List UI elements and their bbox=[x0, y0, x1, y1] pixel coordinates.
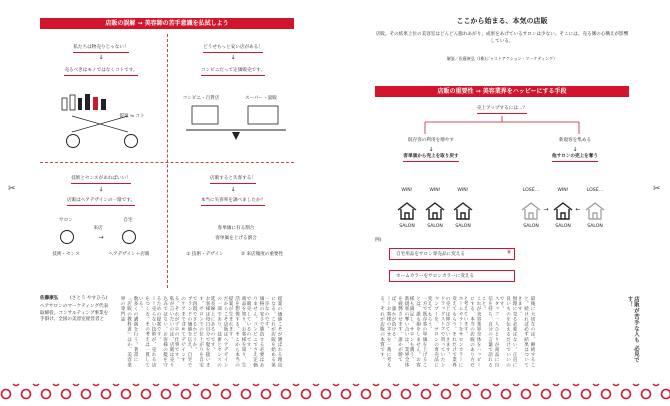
ornament-ring bbox=[582, 390, 591, 399]
ornament-arc bbox=[453, 384, 459, 386]
left-column-7: 商品を知り、お客様を知り、生活を想像する。そこから本当の提案が生まれます。 bbox=[230, 296, 246, 368]
right-page bbox=[335, 0, 670, 402]
ornament-arc bbox=[233, 384, 239, 386]
right-intro: 店販。その結果上位の美容室はどんどん膨れあがり、成果をあげているサロンは少ない。そこには、売る側の心構えが影響している。 bbox=[375, 32, 629, 45]
q3-flow-arrow: → bbox=[96, 234, 106, 241]
win-label-3: WIN! bbox=[451, 188, 475, 195]
ornament-ring bbox=[302, 390, 311, 399]
decorative-border bbox=[0, 378, 670, 402]
win-label-2: WIN! bbox=[423, 188, 447, 195]
scissors-icon: ✂ bbox=[653, 184, 661, 194]
win-label-1: WIN! bbox=[395, 188, 419, 195]
ornament-ring bbox=[242, 390, 251, 399]
flow-branch-lines bbox=[415, 116, 589, 136]
ornament-arc bbox=[133, 384, 139, 386]
ornament-ring bbox=[462, 390, 471, 399]
ornament-ring bbox=[22, 390, 31, 399]
ornament-arc bbox=[413, 384, 419, 386]
ornament-arc bbox=[493, 384, 499, 386]
ornament-arc bbox=[13, 384, 19, 386]
ornament-ring bbox=[502, 390, 511, 399]
win-label-center: WIN! bbox=[551, 188, 575, 195]
branch1-arrow: ↓ bbox=[426, 146, 436, 153]
ornament-ring bbox=[442, 390, 451, 399]
q3-answer: 店販はヘアデザインの一環です。 bbox=[40, 198, 162, 206]
left-column-9: 提案の価値こそが選ばれる理由になる。これが店販を始める第一歩なのです。 bbox=[266, 296, 282, 368]
salon-house-icon bbox=[397, 202, 417, 220]
salon-label: SALON bbox=[551, 224, 575, 231]
q3-label-home: 自宅 bbox=[116, 218, 140, 225]
right-column-7: スタッフ一人ひとりが商品に自信を持ち、自分の言葉で語れること。 bbox=[483, 296, 499, 368]
ornament-ring bbox=[62, 390, 71, 399]
ornament-arc bbox=[533, 384, 539, 386]
q3-label-salon: サロン bbox=[54, 218, 78, 225]
ornament-ring bbox=[122, 390, 131, 399]
scissors-icon: ✂ bbox=[8, 184, 16, 194]
example-box-1: 自宅用品をサロン専売品に変える bbox=[389, 248, 515, 260]
salon-house-icon bbox=[585, 202, 605, 220]
ornament-arc bbox=[653, 384, 659, 386]
yen-mark: ¥ bbox=[503, 250, 515, 257]
flow-question: 売上アップするには…？ bbox=[445, 106, 559, 114]
q1-lead: 私たちは物売りじゃない！ bbox=[40, 45, 162, 53]
q1-answer: 売るべきはモノではなくコトです。 bbox=[40, 68, 162, 76]
stylist-face-icon bbox=[124, 134, 138, 148]
ornament-ring bbox=[322, 390, 331, 399]
ornament-arc bbox=[93, 384, 99, 386]
ornament-ring bbox=[542, 390, 551, 399]
q4-note-1: ① 技術・デザイン bbox=[180, 252, 230, 259]
right-column-3: 一方で既存客の単価を上げることは、誰も損をしません。お客様も満足し、サロンも潤う。 bbox=[411, 296, 427, 368]
ornament-ring bbox=[522, 390, 531, 399]
q4-row-2: 客単価を上げる割合 bbox=[196, 236, 276, 243]
ornament-arc bbox=[353, 384, 359, 386]
flow-arrow-right: → bbox=[541, 206, 551, 213]
ornament-arc bbox=[53, 384, 59, 386]
q2-arrow: ↓ bbox=[228, 54, 238, 61]
ornament-arc bbox=[193, 384, 199, 386]
ornament-ring bbox=[282, 390, 291, 399]
right-side-heading: 店販が苦手な人も 必見です！ bbox=[617, 296, 639, 368]
left-column-3: 私が言いたいのは、店販は売り込みではない。お客様の髪を守るための提案です。 bbox=[158, 296, 174, 368]
lose-label-1: LOSE… bbox=[519, 188, 543, 195]
store-label-2: スーパー・量販 bbox=[236, 96, 286, 103]
left-column-6: だからこそ店販はヘアデザインの一部であり、技術とセンスの延長線上にあるのです。 bbox=[212, 296, 228, 368]
ornament-arc bbox=[213, 384, 219, 386]
q3-arrow: ↓ bbox=[96, 186, 106, 193]
branch2-lead: 新規客を集める bbox=[525, 138, 625, 145]
right-author: 解説／佐藤康弘（(株)ジャストアクション・マーケティング） bbox=[375, 56, 629, 63]
profile-reading: (さとう やすひろ) bbox=[70, 296, 120, 303]
q1-caption: 提案 ≒ コト bbox=[112, 114, 152, 121]
right-column-4: ドラッグストアで買っていたシャンプーを、サロンの専売品に変えてもらう。 bbox=[429, 296, 445, 368]
ornament-arc bbox=[633, 384, 639, 386]
ornament-arc bbox=[613, 384, 619, 386]
salon-label: SALON bbox=[583, 224, 607, 231]
right-column-5: ホームカラーをサロンカラーに変えてもらう。それだけで業界の売上は伸びていきます。 bbox=[447, 296, 463, 368]
example-label: 例) bbox=[375, 238, 389, 245]
q3-footer2: ヘアデザイン＋店販 bbox=[104, 252, 154, 259]
branch1-result: 客単価から売上を取り戻す bbox=[381, 154, 481, 162]
salon-house-icon bbox=[521, 202, 541, 220]
profile-bio: ヘアサロンのマーケティング代表取締役。コンサルティング事業を手掛け、全国の美容室経営者と bbox=[40, 304, 112, 324]
q4-row-1: 客単価に有る割合 bbox=[196, 226, 276, 233]
q1-arrow: ↓ bbox=[96, 54, 106, 61]
ornament-ring bbox=[262, 390, 271, 399]
right-column-8: 無理に売る必要はない。正直に良いものを伝えるだけでいいのです。 bbox=[501, 296, 517, 368]
customer-face-icon bbox=[66, 134, 80, 148]
ornament-ring bbox=[82, 390, 91, 399]
branch2-arrow: ↓ bbox=[570, 146, 580, 153]
ornament-arc bbox=[573, 384, 579, 386]
left-column-8: 価格の安さで勝負する必要はありません。コンビニでさえ定価で販売しているのです。 bbox=[248, 296, 264, 368]
ornament-arc bbox=[253, 384, 259, 386]
ornament-arc bbox=[153, 384, 159, 386]
profile-name: 佐藤康弘 bbox=[40, 296, 70, 303]
right-column-1: ーーお客様の幸せを一番に考える。それが店販の本質です。 bbox=[375, 296, 391, 368]
left-banner: 店販の誤解 → 美容師の苦手意識を払拭しよう bbox=[40, 18, 294, 29]
q4-answer: 本当に失客率を調べましたか？ bbox=[172, 198, 294, 206]
ornament-ring bbox=[662, 390, 670, 399]
grid-divider-horizontal bbox=[40, 162, 294, 163]
salon-face-icon bbox=[60, 230, 74, 244]
ornament-ring bbox=[202, 390, 211, 399]
ornament-ring bbox=[422, 390, 431, 399]
ornament-arc bbox=[73, 384, 79, 386]
flow-arrow-left: ← bbox=[573, 206, 583, 213]
ornament-arc bbox=[313, 384, 319, 386]
q4-note-2: ② 来店頻度の重要性 bbox=[232, 252, 292, 259]
ornament-ring bbox=[102, 390, 111, 399]
ornament-arc bbox=[333, 384, 339, 386]
ornament-arc bbox=[473, 384, 479, 386]
ornament-arc bbox=[293, 384, 299, 386]
ornament-ring bbox=[642, 390, 651, 399]
salon-label: SALON bbox=[423, 224, 447, 231]
q2-answer: コンビニだって定価販売です。 bbox=[172, 68, 294, 76]
ornament-ring bbox=[2, 390, 11, 399]
salon-house-icon bbox=[453, 202, 473, 220]
home-face-icon bbox=[122, 230, 136, 244]
left-column-5: お客様は毎日自分で髪を扱います。サロンでの仕上がりを自宅で再現できるかどうか。 bbox=[194, 296, 210, 368]
lose-label-2: LOSE… bbox=[583, 188, 607, 195]
ornament-ring bbox=[362, 390, 371, 399]
right-column-6: これが美容業界全体をハッピーにする、本当の店販のあり方だと考えています。 bbox=[465, 296, 481, 368]
salon-label: SALON bbox=[451, 224, 475, 231]
q3-footer: 技術・センス bbox=[46, 252, 86, 259]
ornament-ring bbox=[162, 390, 171, 399]
salon-label: SALON bbox=[519, 224, 543, 231]
ornament-ring bbox=[382, 390, 391, 399]
branch2-result: 他サロンの売上を奪う bbox=[525, 154, 625, 162]
ornament-ring bbox=[42, 390, 51, 399]
ornament-ring bbox=[402, 390, 411, 399]
q3-lead: 技術とセンスがあればいい！ bbox=[40, 176, 162, 184]
product-bottles-illustration bbox=[62, 92, 122, 110]
salon-house-icon bbox=[425, 202, 445, 220]
grid-divider-vertical bbox=[167, 34, 168, 288]
right-column-2: 新規客の奪い合いは、業界全体を疲弊させます。誰かが勝てば、誰かが負ける。 bbox=[393, 296, 409, 368]
q4-lead: 店販すると失客する！ bbox=[172, 176, 294, 184]
ornament-arc bbox=[33, 384, 39, 386]
ornament-arc bbox=[553, 384, 559, 386]
ornament-ring bbox=[142, 390, 151, 399]
ornament-arc bbox=[513, 384, 519, 386]
salon-label: SALON bbox=[395, 224, 419, 231]
right-title: ここから始まる、本気の店販 bbox=[375, 18, 629, 25]
ornament-arc bbox=[173, 384, 179, 386]
branch1-lead: 既存客の利用を増やす bbox=[381, 138, 481, 145]
left-column-1: 数多くの講演を行う。著書に『店販の教科書』ほか、美容業界の専門誌 bbox=[122, 296, 138, 368]
ornament-ring bbox=[622, 390, 631, 399]
price-balance-illustration bbox=[186, 104, 286, 154]
salon-house-icon bbox=[553, 202, 573, 220]
q4-arrow: ↓ bbox=[228, 186, 238, 193]
ornament-ring bbox=[562, 390, 571, 399]
ornament-arc bbox=[113, 384, 119, 386]
q2-lead: どうせもっと安い店がある！ bbox=[172, 45, 294, 53]
right-banner: 店販の重要性 → 美容業界をハッピーにする手段 bbox=[375, 86, 629, 97]
example-box-2: ホームカラーをサロンカラーに変える bbox=[389, 270, 515, 282]
left-column-4: ブランドの価値を伝え、自宅でのケアまで含めてデザインする。それがプロの仕事です。 bbox=[176, 296, 192, 368]
ornament-ring bbox=[602, 390, 611, 399]
ornament-ring bbox=[182, 390, 191, 399]
right-column-9: 最後に大切なのは、継続すること。続ければ必ず結果はついてきます。 bbox=[519, 296, 535, 368]
ornament-ring bbox=[222, 390, 231, 399]
ornament-arc bbox=[433, 384, 439, 386]
store-label-1: コンビニ・百貨店 bbox=[176, 96, 226, 103]
left-page bbox=[0, 0, 335, 402]
ornament-arc bbox=[373, 384, 379, 386]
ornament-ring bbox=[342, 390, 351, 399]
ornament-arc bbox=[593, 384, 599, 386]
ornament-ring bbox=[482, 390, 491, 399]
ornament-arc bbox=[273, 384, 279, 386]
left-column-2: ーー売らない技術が、売れる店をつくる。その考えは一貫している。 bbox=[140, 296, 156, 368]
q3-label-visit: 来店 bbox=[86, 226, 110, 233]
ornament-arc bbox=[393, 384, 399, 386]
